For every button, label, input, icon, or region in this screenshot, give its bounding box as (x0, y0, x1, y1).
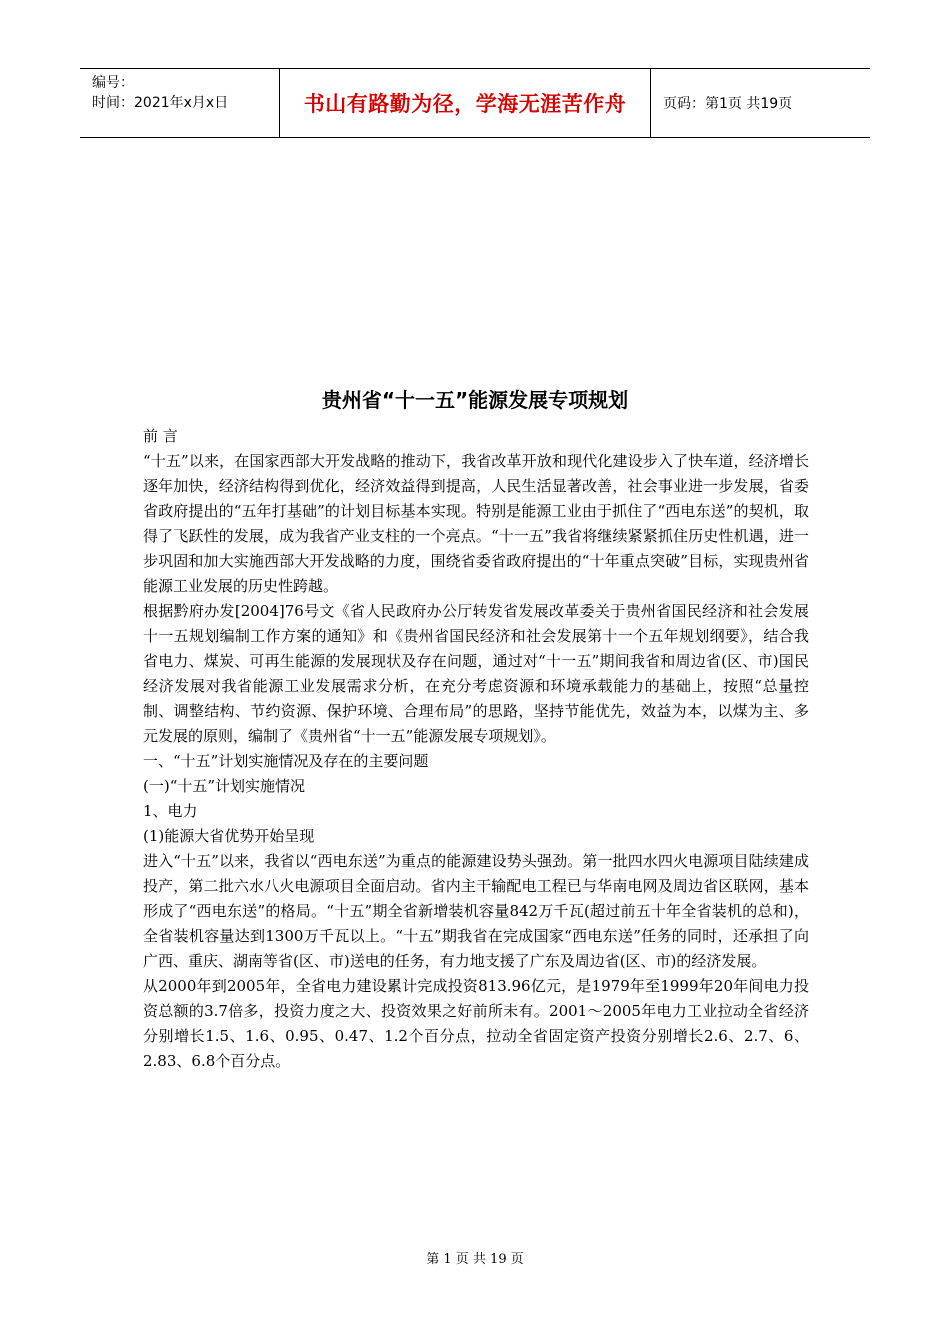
document-date-label: 时间：2021年x月x日 (92, 95, 229, 111)
body-paragraph: 进入“十五”以来，我省以“西电东送”为重点的能源建设势头强劲。第一批四水四火电源项目陆续建成投产，第二批六水八火电源项目全面启动。省内主干输配电工程已与华南电网及周边省区联网，基本形成了“西电东送”的格局。“十五”期全省新增装机容量842万千瓦(超过前五十年全省装机的总和)，全省装机容量达到1300万千瓦以上。“十五”期我省在完成国家“西电东送”任务的同时，还承担了向广西、重庆、湖南等省(区、市)送电的任务，有力地支援了广东及周边省(区、市)的经济发展。 (143, 852, 809, 970)
body-paragraph: 从2000年到2005年，全省电力建设累计完成投资813.96亿元，是1979年至1999年20年间电力投资总额的3.7倍多，投资力度之大、投资效果之好前所未有。2001～2005年电力工业拉动全省经济分别增长1.5、1.6、0.95、0.47、1.2个百分点，拉动全省固定资产投资分别增长2.6、2.7、6、2.83、6.8个百分点。 (143, 977, 809, 1070)
subsection-heading: 1、电力 (143, 802, 198, 820)
document-title: 贵州省“十一五”能源发展专项规划 (321, 388, 629, 412)
page-header (80, 68, 870, 138)
header-page-label: 页码：第1页 共19页 (663, 96, 793, 112)
subsection-heading: (1)能源大省优势开始呈现 (143, 827, 315, 845)
body-paragraph: 根据黔府办发[2004]76号文《省人民政府办公厅转发省发展改革委关于贵州省国民经济和社会发展十一五规划编制工作方案的通知》和《贵州省国民经济和社会发展第十一个五年规划纲要》，结合我省电力、煤炭、可再生能源的发展现状及存在问题，通过对“十一五”期间我省和周边省(区、市)国民经济发展对我省能源工业发展需求分析，在充分考虑资源和环境承载能力的基础上，按照“总量控制、调整结构、节约资源、保护环境、合理布局”的思路，坚持节能优先，效益为本，以煤为主、多元发展的原则，编制了《贵州省“十一五”能源发展专项规划》。 (143, 602, 809, 745)
subsection-heading: (一)“十五”计划实施情况 (143, 777, 306, 795)
body-paragraph: “十五”以来，在国家西部大开发战略的推动下，我省改革开放和现代化建设步入了快车道，经济增长逐年加快，经济结构得到优化，经济效益得到提高，人民生活显著改善，社会事业进一步发展，省委省政府提出的“五年打基础”的计划目标基本实现。特别是能源工业由于抓住了“西电东送”的契机，取得了飞跃性的发展，成为我省产业支柱的一个亮点。“十一五”我省将继续紧紧抓住历史性机遇，进一步巩固和加大实施西部大开发战略的力度，围绕省委省政府提出的“十年重点突破”目标，实现贵州省能源工业发展的历史性跨越。 (143, 452, 809, 595)
document-body (143, 424, 809, 1074)
header-meta (80, 69, 280, 137)
document-number-label: 编号： (92, 75, 134, 91)
section-heading: 一、“十五”计划实施情况及存在的主要问题 (143, 752, 429, 770)
page-footer: 第 1 页 共 19 页 (426, 1252, 524, 1267)
preface-heading: 前 言 (143, 427, 178, 445)
header-motto: 书山有路勤为径，学海无涯苦作舟 (280, 69, 651, 137)
